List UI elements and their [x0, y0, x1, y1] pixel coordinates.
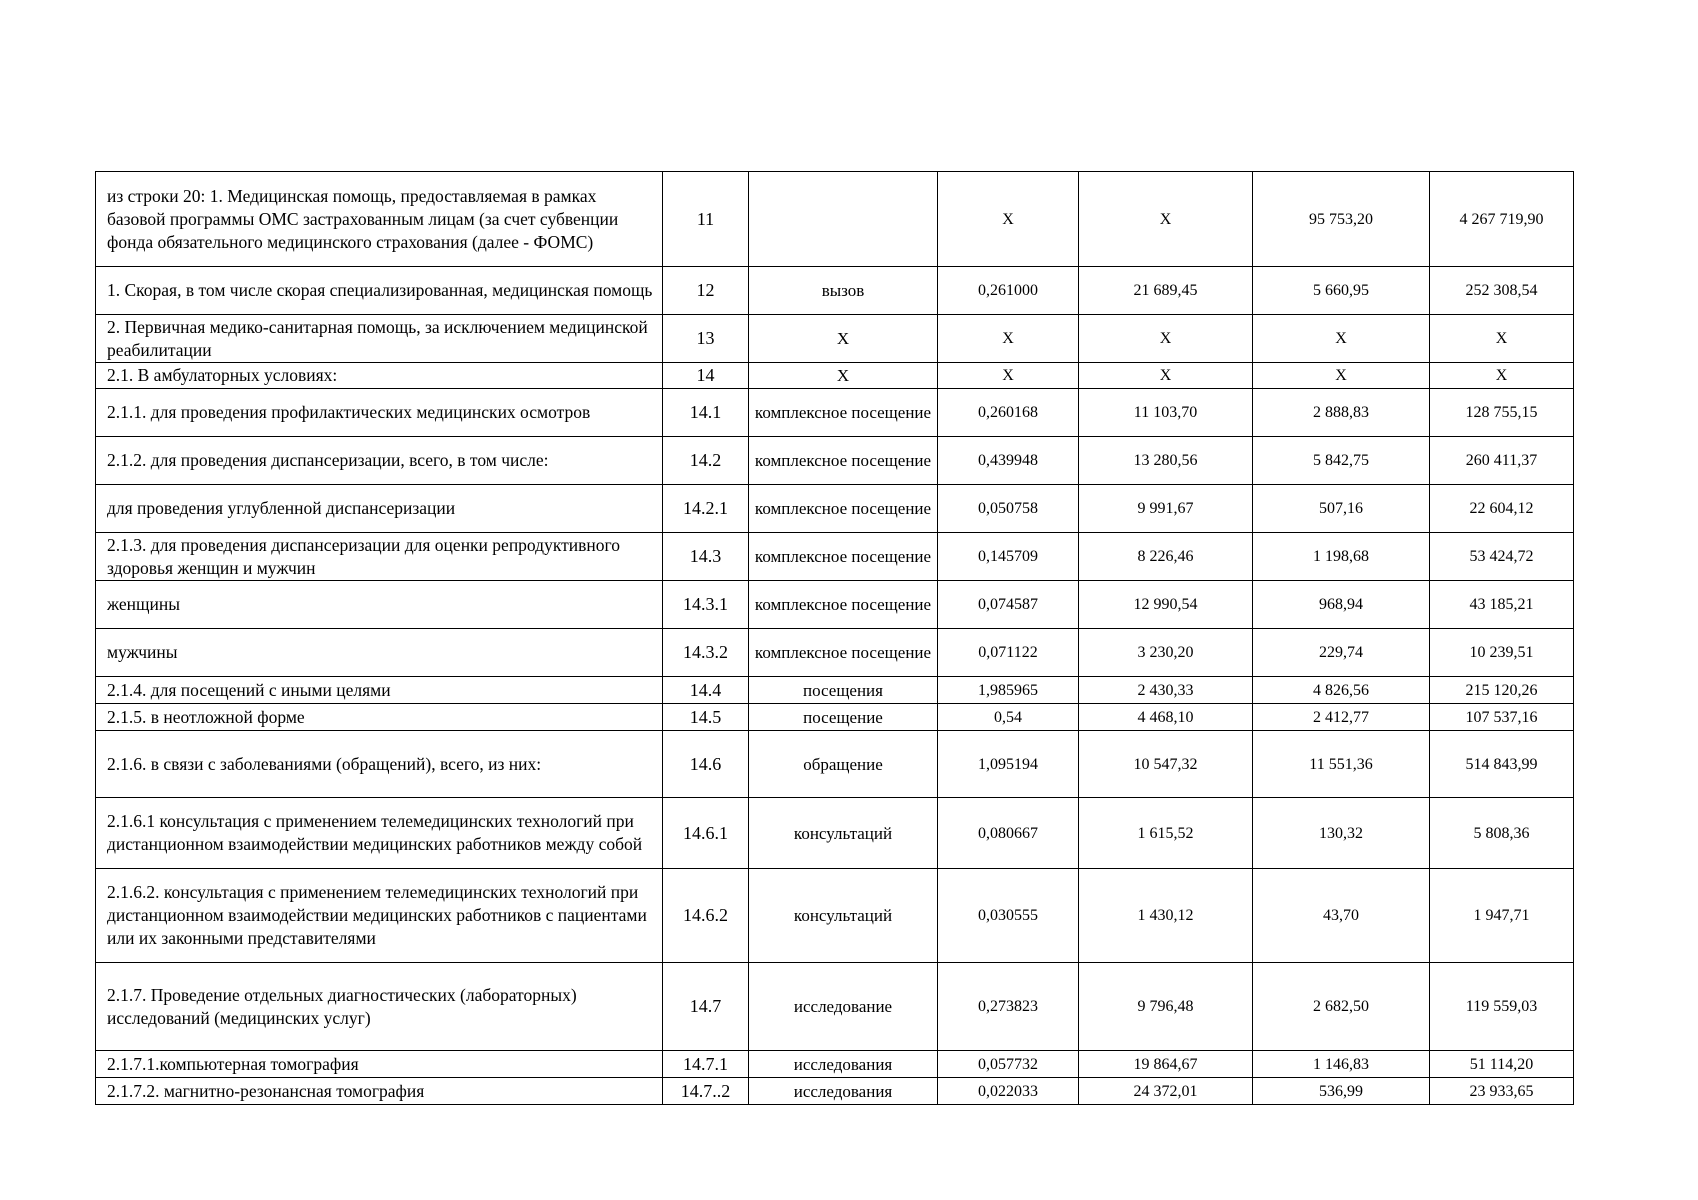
row-unit-cell: исследования [749, 1051, 938, 1078]
table-row [96, 363, 1574, 389]
row-total-cell: 51 114,20 [1430, 1051, 1574, 1078]
row-total-cell: 514 843,99 [1430, 731, 1574, 798]
row-unit-cell [749, 172, 938, 267]
row-per-capita-cell: 229,74 [1253, 629, 1430, 677]
row-per-capita-cell: 1 198,68 [1253, 533, 1430, 581]
row-name-cell: 2. Первичная медико-санитарная помощь, за исключением медицинской реабилитации [96, 315, 663, 363]
row-total-cell: Х [1430, 315, 1574, 363]
table-row [96, 704, 1574, 731]
row-code-cell: 14.3 [663, 533, 749, 581]
row-code-cell: 14.4 [663, 677, 749, 704]
row-unit-cell: Х [749, 315, 938, 363]
table-row [96, 267, 1574, 315]
row-cost-cell: 12 990,54 [1079, 581, 1253, 629]
row-name-cell: 2.1.4. для посещений с иными целями [96, 677, 663, 704]
row-norm-cell: Х [938, 172, 1079, 267]
row-total-cell: Х [1430, 363, 1574, 389]
row-unit-cell: комплексное посещение [749, 629, 938, 677]
row-code-cell: 14.2 [663, 437, 749, 485]
row-cost-cell: 1 430,12 [1079, 869, 1253, 963]
row-cost-cell: Х [1079, 363, 1253, 389]
row-code-cell: 14.7 [663, 963, 749, 1051]
row-total-cell: 22 604,12 [1430, 485, 1574, 533]
row-norm-cell: 0,260168 [938, 389, 1079, 437]
row-code-cell: 14.5 [663, 704, 749, 731]
table-row [96, 798, 1574, 869]
row-per-capita-cell: 968,94 [1253, 581, 1430, 629]
row-code-cell: 14.7.1 [663, 1051, 749, 1078]
row-norm-cell: 0,261000 [938, 267, 1079, 315]
row-norm-cell: 0,030555 [938, 869, 1079, 963]
row-cost-cell: 10 547,32 [1079, 731, 1253, 798]
row-norm-cell: 0,54 [938, 704, 1079, 731]
row-total-cell: 10 239,51 [1430, 629, 1574, 677]
row-cost-cell: 8 226,46 [1079, 533, 1253, 581]
row-total-cell: 260 411,37 [1430, 437, 1574, 485]
row-code-cell: 14.6 [663, 731, 749, 798]
row-unit-cell: консультаций [749, 869, 938, 963]
row-name-cell: 2.1.5. в неотложной форме [96, 704, 663, 731]
row-norm-cell: 0,080667 [938, 798, 1079, 869]
row-name-cell: 2.1.2. для проведения диспансеризации, всего, в том числе: [96, 437, 663, 485]
row-cost-cell: 9 796,48 [1079, 963, 1253, 1051]
table-row [96, 485, 1574, 533]
row-total-cell: 128 755,15 [1430, 389, 1574, 437]
row-per-capita-cell: 2 412,77 [1253, 704, 1430, 731]
row-cost-cell: 2 430,33 [1079, 677, 1253, 704]
table-row [96, 1051, 1574, 1078]
row-name-cell: 2.1.1. для проведения профилактических медицинских осмотров [96, 389, 663, 437]
row-per-capita-cell: 2 682,50 [1253, 963, 1430, 1051]
table-row [96, 172, 1574, 267]
row-total-cell: 5 808,36 [1430, 798, 1574, 869]
table-row [96, 677, 1574, 704]
row-cost-cell: 24 372,01 [1079, 1078, 1253, 1105]
row-cost-cell: 13 280,56 [1079, 437, 1253, 485]
row-norm-cell: 0,022033 [938, 1078, 1079, 1105]
row-unit-cell: Х [749, 363, 938, 389]
row-name-cell: 2.1.7.1.компьютерная томография [96, 1051, 663, 1078]
row-per-capita-cell: 130,32 [1253, 798, 1430, 869]
row-unit-cell: исследование [749, 963, 938, 1051]
row-cost-cell: Х [1079, 172, 1253, 267]
row-per-capita-cell: 5 842,75 [1253, 437, 1430, 485]
row-code-cell: 14.6.1 [663, 798, 749, 869]
row-code-cell: 14.3.1 [663, 581, 749, 629]
row-unit-cell: комплексное посещение [749, 581, 938, 629]
row-name-cell: мужчины [96, 629, 663, 677]
row-per-capita-cell: 1 146,83 [1253, 1051, 1430, 1078]
row-name-cell: 2.1.6. в связи с заболеваниями (обращений), всего, из них: [96, 731, 663, 798]
row-code-cell: 14.1 [663, 389, 749, 437]
row-name-cell: 1. Скорая, в том числе скорая специализированная, медицинская помощь [96, 267, 663, 315]
row-norm-cell: 1,095194 [938, 731, 1079, 798]
row-norm-cell: 0,074587 [938, 581, 1079, 629]
row-unit-cell: посещение [749, 704, 938, 731]
row-norm-cell: 0,057732 [938, 1051, 1079, 1078]
row-cost-cell: 9 991,67 [1079, 485, 1253, 533]
row-per-capita-cell: 507,16 [1253, 485, 1430, 533]
row-unit-cell: комплексное посещение [749, 437, 938, 485]
row-unit-cell: исследования [749, 1078, 938, 1105]
row-unit-cell: вызов [749, 267, 938, 315]
row-total-cell: 215 120,26 [1430, 677, 1574, 704]
row-total-cell: 119 559,03 [1430, 963, 1574, 1051]
row-total-cell: 53 424,72 [1430, 533, 1574, 581]
row-per-capita-cell: 5 660,95 [1253, 267, 1430, 315]
table-row [96, 963, 1574, 1051]
row-code-cell: 14.7..2 [663, 1078, 749, 1105]
row-per-capita-cell: 4 826,56 [1253, 677, 1430, 704]
row-name-cell: для проведения углубленной диспансеризации [96, 485, 663, 533]
table-row [96, 581, 1574, 629]
row-name-cell: из строки 20: 1. Медицинская помощь, предоставляемая в рамках базовой программы ОМС застрахованным лицам (за счет субвенции фонда обязательного медицинского страхования (далее - ФОМС) [96, 172, 663, 267]
table-row [96, 389, 1574, 437]
row-unit-cell: консультаций [749, 798, 938, 869]
table-row [96, 315, 1574, 363]
row-unit-cell: комплексное посещение [749, 485, 938, 533]
row-total-cell: 4 267 719,90 [1430, 172, 1574, 267]
row-cost-cell: 1 615,52 [1079, 798, 1253, 869]
row-per-capita-cell: Х [1253, 363, 1430, 389]
table-row [96, 1078, 1574, 1105]
row-unit-cell: комплексное посещение [749, 533, 938, 581]
row-name-cell: 2.1.7.2. магнитно-резонансная томография [96, 1078, 663, 1105]
table-row [96, 869, 1574, 963]
row-norm-cell: 0,439948 [938, 437, 1079, 485]
row-per-capita-cell: 2 888,83 [1253, 389, 1430, 437]
row-name-cell: 2.1.6.1 консультация с применением телемедицинских технологий при дистанционном взаимодействии медицинских работников между собой [96, 798, 663, 869]
row-per-capita-cell: 43,70 [1253, 869, 1430, 963]
row-cost-cell: 11 103,70 [1079, 389, 1253, 437]
row-name-cell: 2.1. В амбулаторных условиях: [96, 363, 663, 389]
table-row [96, 533, 1574, 581]
row-cost-cell: 21 689,45 [1079, 267, 1253, 315]
row-norm-cell: 0,145709 [938, 533, 1079, 581]
row-name-cell: 2.1.6.2. консультация с применением телемедицинских технологий при дистанционном взаимодействии медицинских работников с пациентами или их законными представителями [96, 869, 663, 963]
row-name-cell: 2.1.3. для проведения диспансеризации для оценки репродуктивного здоровья женщин и мужчин [96, 533, 663, 581]
row-norm-cell: 1,985965 [938, 677, 1079, 704]
row-unit-cell: обращение [749, 731, 938, 798]
row-code-cell: 14 [663, 363, 749, 389]
row-per-capita-cell: 536,99 [1253, 1078, 1430, 1105]
table-row [96, 731, 1574, 798]
table-row [96, 437, 1574, 485]
row-code-cell: 13 [663, 315, 749, 363]
row-cost-cell: 4 468,10 [1079, 704, 1253, 731]
row-per-capita-cell: 11 551,36 [1253, 731, 1430, 798]
row-norm-cell: Х [938, 363, 1079, 389]
row-code-cell: 14.6.2 [663, 869, 749, 963]
row-cost-cell: 3 230,20 [1079, 629, 1253, 677]
table-row [96, 629, 1574, 677]
row-per-capita-cell: 95 753,20 [1253, 172, 1430, 267]
row-code-cell: 12 [663, 267, 749, 315]
row-total-cell: 43 185,21 [1430, 581, 1574, 629]
row-total-cell: 23 933,65 [1430, 1078, 1574, 1105]
row-total-cell: 107 537,16 [1430, 704, 1574, 731]
row-code-cell: 11 [663, 172, 749, 267]
row-code-cell: 14.2.1 [663, 485, 749, 533]
row-cost-cell: 19 864,67 [1079, 1051, 1253, 1078]
row-cost-cell: Х [1079, 315, 1253, 363]
row-total-cell: 1 947,71 [1430, 869, 1574, 963]
row-code-cell: 14.3.2 [663, 629, 749, 677]
row-total-cell: 252 308,54 [1430, 267, 1574, 315]
row-name-cell: женщины [96, 581, 663, 629]
row-per-capita-cell: Х [1253, 315, 1430, 363]
row-norm-cell: Х [938, 315, 1079, 363]
row-unit-cell: посещения [749, 677, 938, 704]
document-table [95, 171, 1574, 1105]
row-norm-cell: 0,273823 [938, 963, 1079, 1051]
row-norm-cell: 0,071122 [938, 629, 1079, 677]
row-unit-cell: комплексное посещение [749, 389, 938, 437]
row-name-cell: 2.1.7. Проведение отдельных диагностических (лабораторных) исследований (медицинских услуг) [96, 963, 663, 1051]
row-norm-cell: 0,050758 [938, 485, 1079, 533]
